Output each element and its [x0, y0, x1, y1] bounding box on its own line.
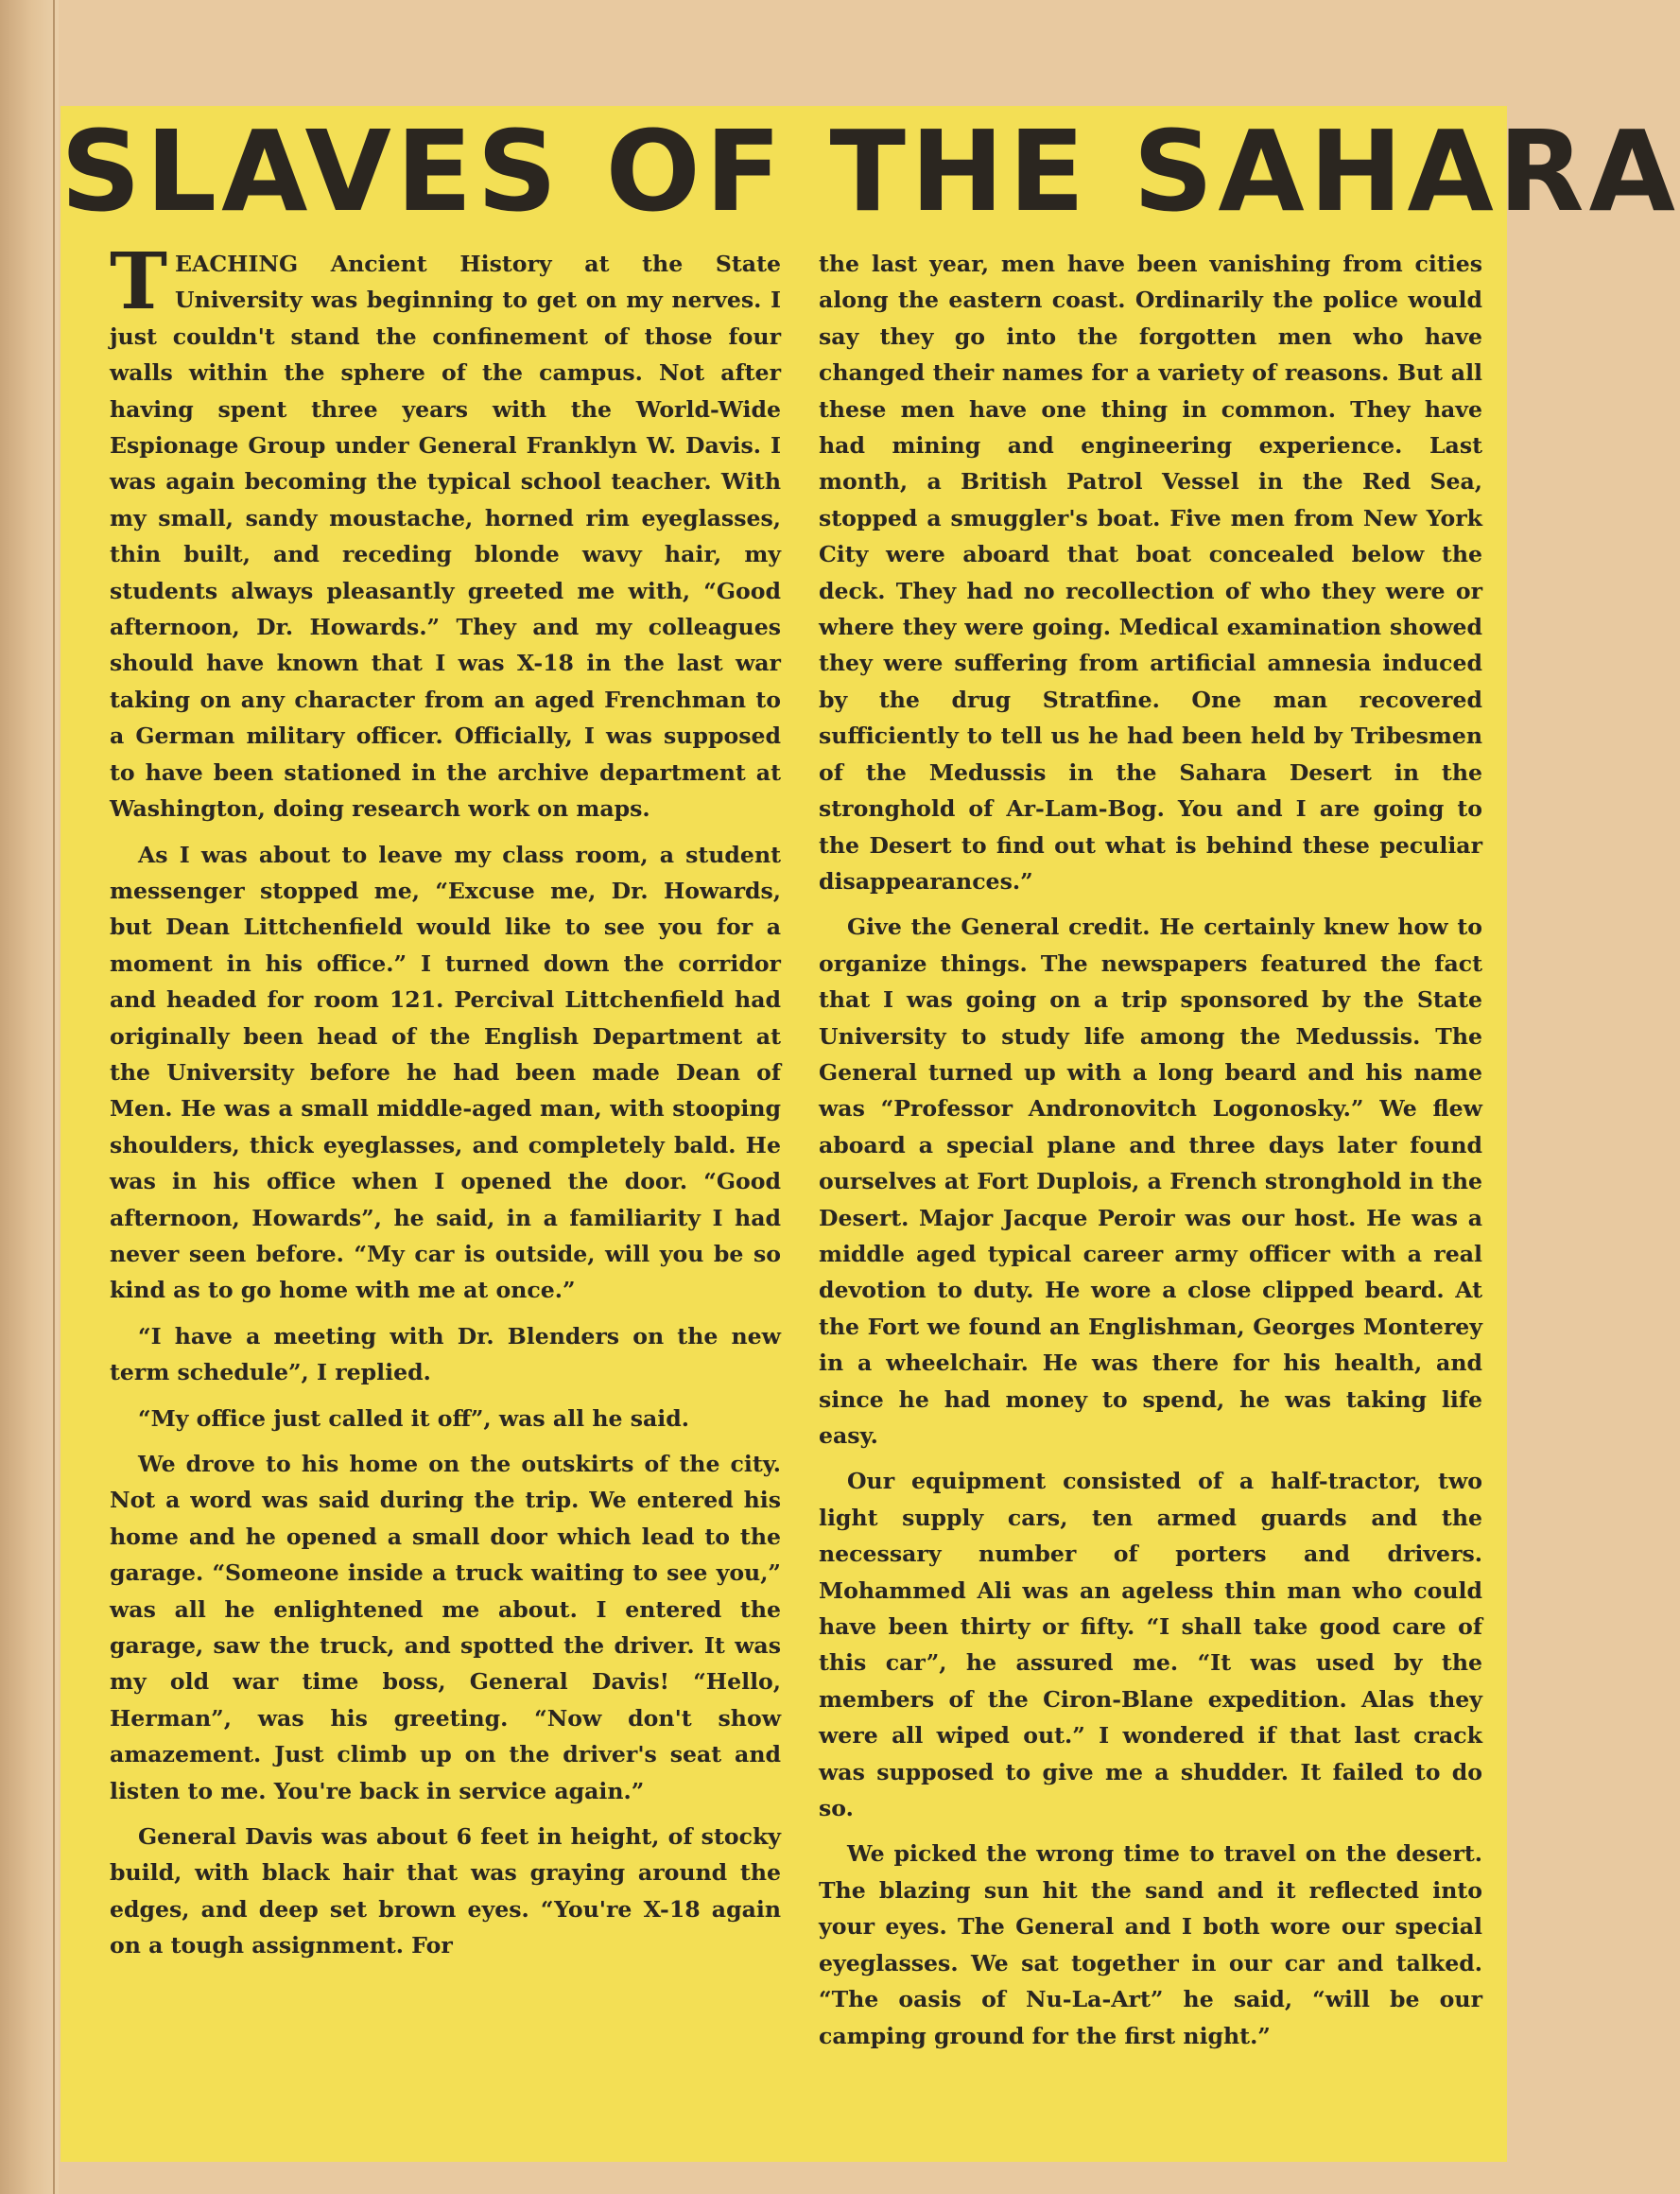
paragraph: Give the General credit. He certainly knew how to organize things. The newspapers featured the fact that I was going on a trip sponsored by the State University to study life among the Medussis. The General turned up with a long beard and his name was “Professor Andronovitch Logonosky.” We flew aboard a special plane and three days later found ourselves at Fort Duplois, a French stronghold in the Desert. Major Jacque Peroir was our host. He was a middle aged typical career army officer with a real devotion to duty. He wore a close clipped beard. At the Fort we found an Englishman, Georges Monterey in a wheelchair. He was there for his health, and since he had money to spend, he was taking life easy.: [819, 914, 1482, 1449]
paragraph: [110, 236, 781, 827]
paragraph: “I have a meeting with Dr. Blenders on the new term schedule”, I replied.: [110, 1322, 781, 1386]
page-edge: [0, 0, 59, 2194]
right-column: [819, 246, 1482, 2063]
paragraph: the last year, men have been vanishing from cities along the eastern coast. Ordinarily the police would say they go into the forgotten men who have changed their names for a variety of reasons. But all these men have one thing in common. They have had mining and engineering experience. Last month, a British Patrol Vessel in the Red Sea, stopped a smuggler's boat. Five men from New York City were aboard that boat concealed below the deck. They had no recollection of who they were or where they were going. Medical examination showed they were suffering from artificial amnesia induced by the drug Stratfine. One man recovered sufficiently to tell us he had been held by Tribesmen of the Medussis in the Sahara Desert in the stronghold of Ar-Lam-Bog. You and I are going to the Desert to find out what is behind these peculiar disappearances.”: [819, 251, 1482, 895]
paragraph: We picked the wrong time to travel on the desert. The blazing sun hit the sand and it reflected into your eyes. The General and I both wore our special eyeglasses. We sat together in our car and talked. “The oasis of Nu-La-Art” he said, “will be our camping ground for the first night.”: [819, 1840, 1482, 2049]
paragraph: General Davis was about 6 feet in height, of stocky build, with black hair that was graying around the edges, and deep set brown eyes. “You're X-18 again on a tough assignment. For: [110, 1823, 781, 1959]
paragraph: As I was about to leave my class room, a student messenger stopped me, “Excuse me, Dr. Howards, but Dean Littchenfield would like to see you for a moment in his office.” I turned down the corridor and headed for room 121. Percival Littchenfield had originally been head of the English Department at the University before he had been made Dean of Men. He was a small middle-aged man, with stooping shoulders, thick eyeglasses, and completely bald. He was in his office when I opened the door. “Good afternoon, Howards”, he said, in a familiarity I had never seen before. “My car is outside, will you be so kind as to go home with me at once.”: [110, 841, 781, 1304]
paragraph: “My office just called it off”, was all he said.: [138, 1404, 689, 1432]
paragraph: We drove to his home on the outskirts of the city. Not a word was said during the trip. We entered his home and he opened a small door which lead to the garage. “Someone inside a truck waiting to see you,” was all he enlightened me about. I entered the garage, saw the truck, and spotted the driver. It was my old war time boss, General Davis! “Hello, Herman”, was his greeting. “Now don't show amazement. Just climb up on the driver's seat and listen to me. You're back in service again.”: [110, 1451, 781, 1804]
binding-line: [53, 0, 55, 2194]
paragraph-text: EACHING Ancient History at the State University was beginning to get on my nerves. I just couldn't stand the confinement of those four walls within the sphere of the campus. Not after having spent three years with the World-Wide Espionage Group under General Franklyn W. Davis. I was again becoming the typical school teacher. With my small, sandy moustache, horned rim eyeglasses, thin built, and receding blonde wavy hair, my students always pleasantly greeted me with, “Good afternoon, Dr. Howards.” They and my colleagues should have known that I was X-18 in the last war taking on any character from an aged Frenchman to a German military officer. Officially, I was supposed to have been stationed in the archive department at Washington, doing research work on maps.: [110, 251, 781, 823]
story-panel: [61, 106, 1680, 2162]
story-title: SLAVES OF THE SAHARA: [61, 106, 1680, 236]
drop-cap: T: [110, 236, 168, 327]
paragraph: Our equipment consisted of a half-tractor, two light supply cars, ten armed guards and the necessary number of porters and drivers. Mohammed Ali was an ageless thin man who could have been thirty or fifty. “I shall take good care of this car”, he assured me. “It was used by the members of the Ciron-Blane expedition. Alas they were all wiped out.” I wondered if that last crack was supposed to give me a shudder. It failed to do so.: [819, 1468, 1482, 1822]
left-column: [110, 236, 781, 1974]
